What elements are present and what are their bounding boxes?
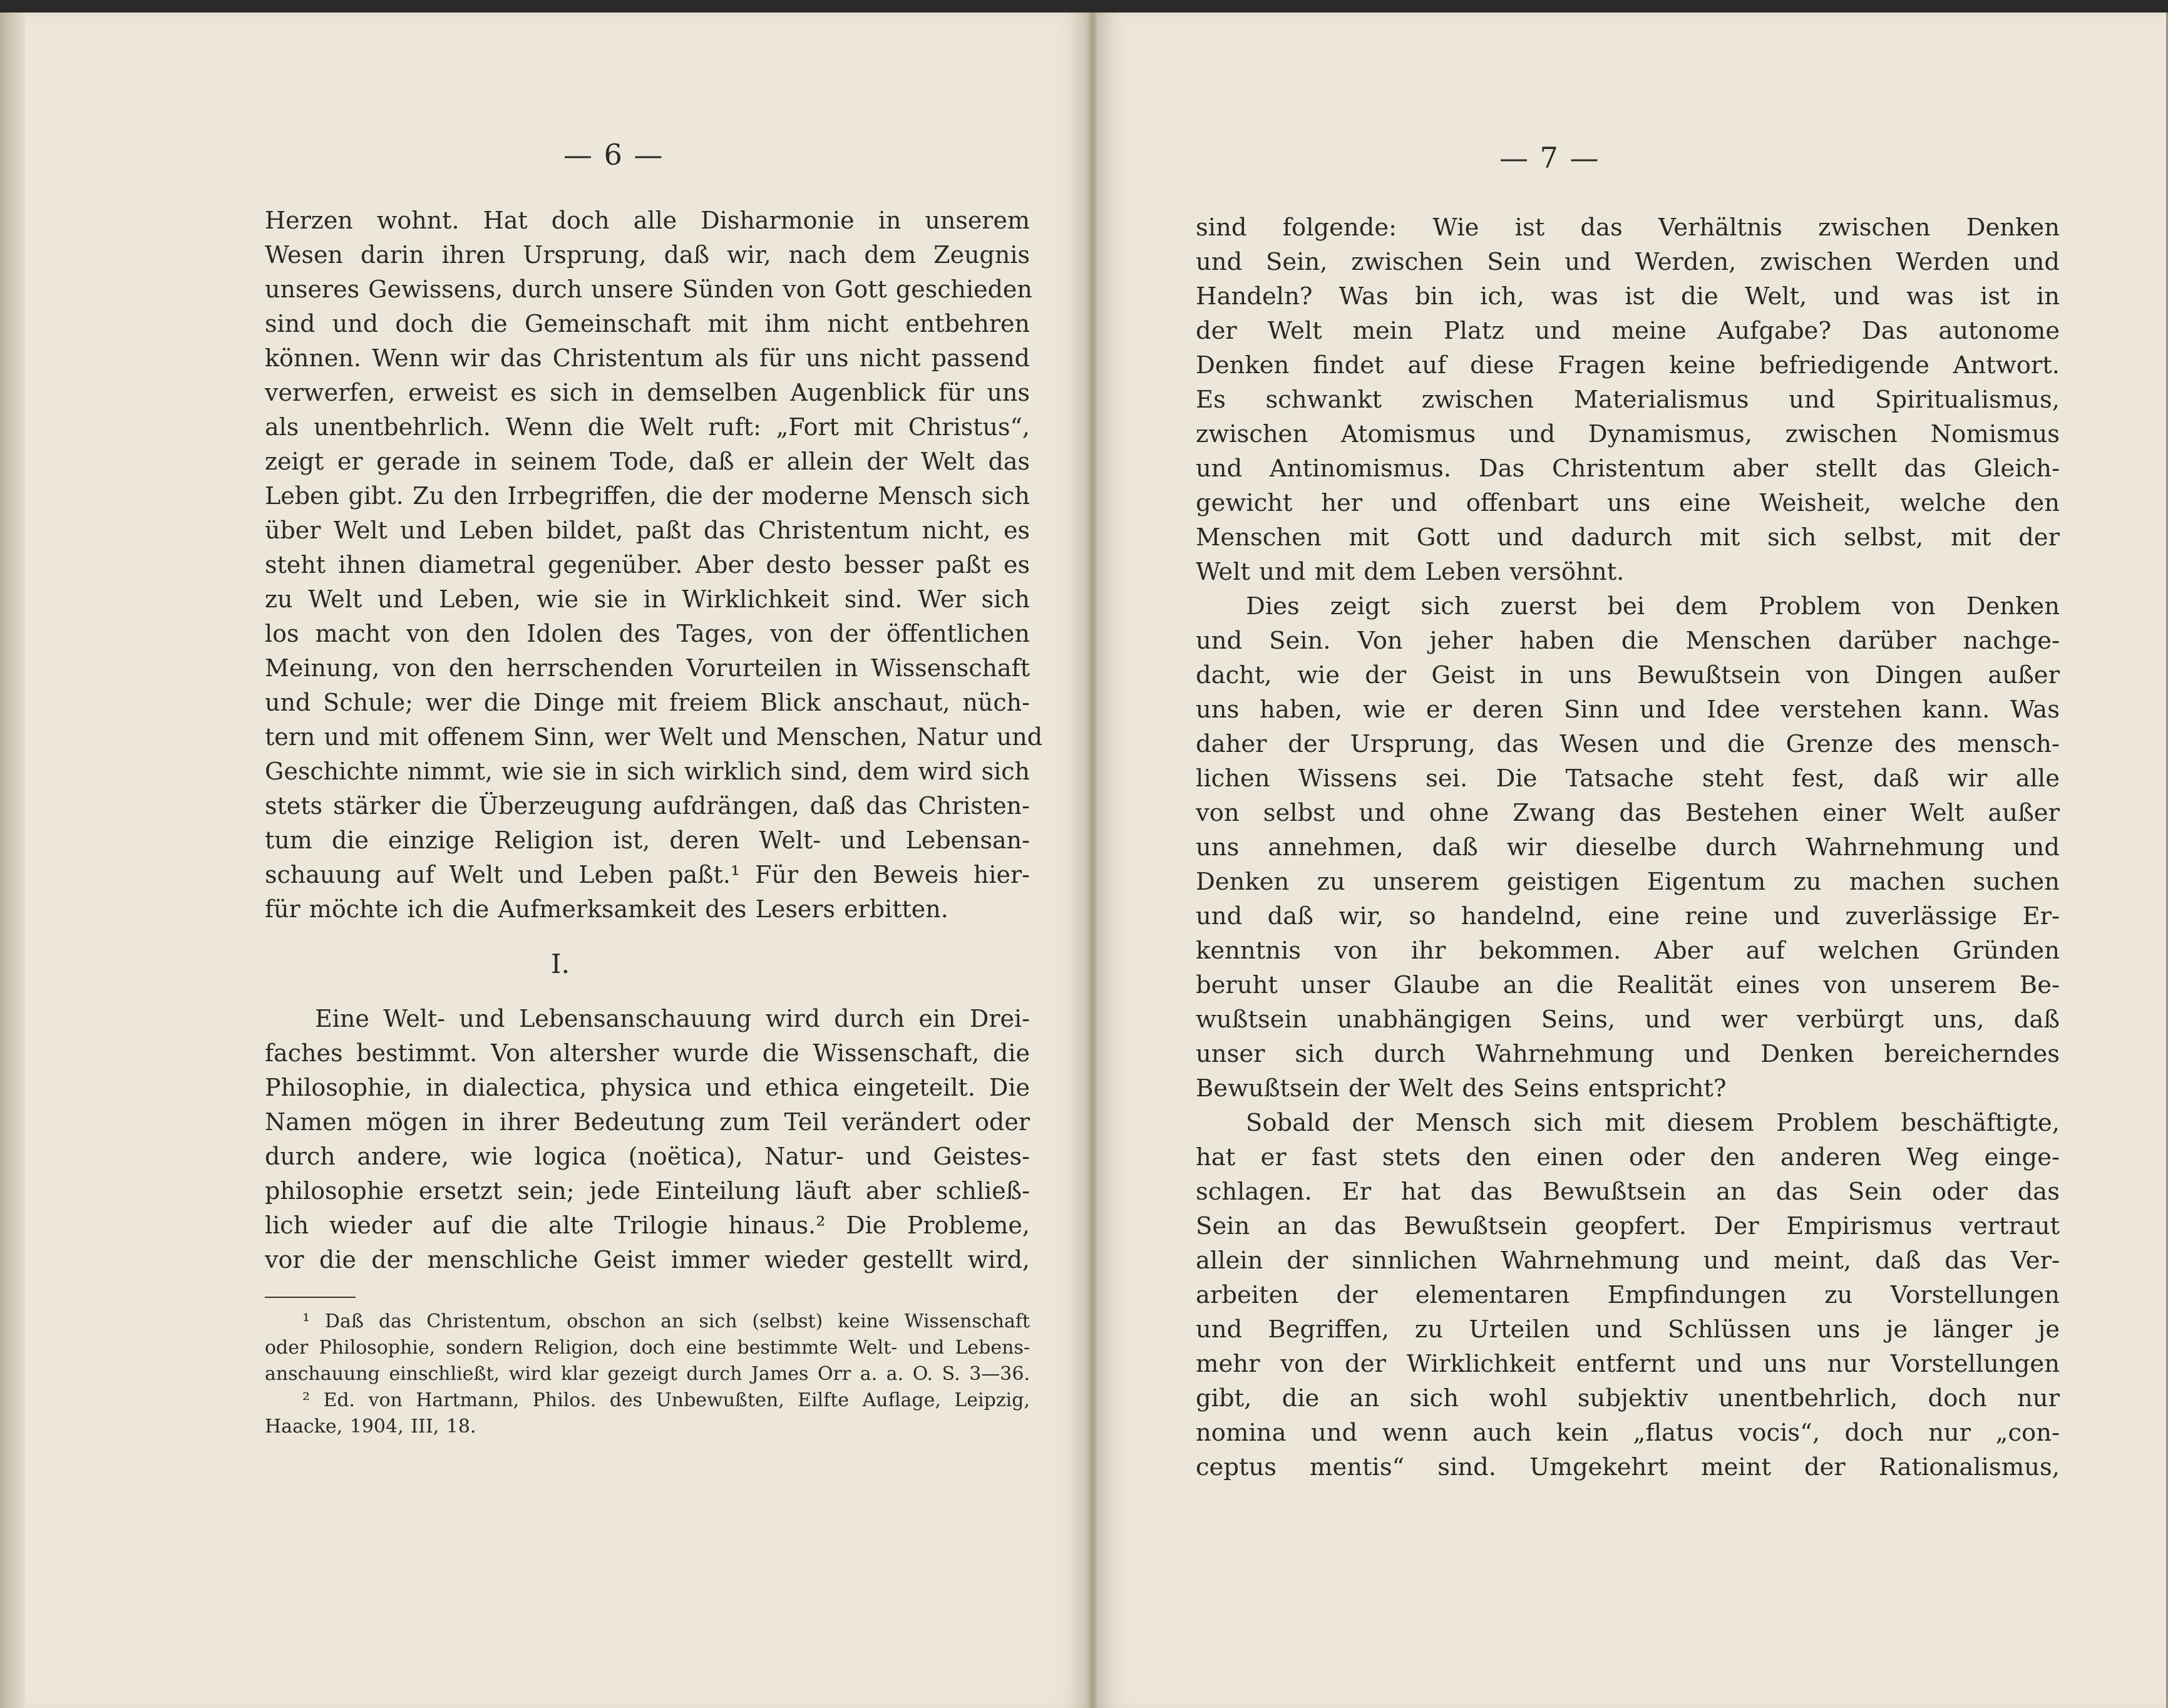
text-line: und Schule; wer die Dinge mit freiem Blick anschaut, nüch- [265,689,1030,716]
text-line: Geschichte nimmt, wie sie in sich wirklich sind, dem wird sich [265,758,1030,785]
text-line: durch andere, wie logica (noëtica), Natur- und Geistes- [265,1143,1030,1170]
text-line: unseres Gewissens, durch unsere Sünden von Gott geschieden [265,275,1032,303]
text-line: unser sich durch Wahrnehmung und Denken bereicherndes [1196,1040,2060,1068]
text-line: tum die einzige Religion ist, deren Welt- und Lebensan- [265,826,1030,854]
text-line: und Sein. Von jeher haben die Menschen darüber nachge- [1196,627,2060,655]
left-page [25,13,1086,1708]
text-line: und Begriffen, zu Urteilen und Schlüssen uns je länger je [1196,1315,2060,1344]
text-line: daher der Ursprung, das Wesen und die Grenze des mensch- [1196,730,2060,758]
text-line: der Welt mein Platz und meine Aufgabe? Das autonome [1196,317,2060,345]
text-line: steht ihnen diametral gegenüber. Aber desto besser paßt es [265,551,1030,579]
text-line: vor die der menschliche Geist immer wieder gestellt wird, [265,1246,1030,1273]
text-line: und Antinomismus. Das Christentum aber stellt das Gleich- [1196,455,2060,483]
text-line: schlagen. Er hat das Bewußtsein an das Sein oder das [1196,1178,2060,1206]
footnote-line: anschauung einschließt, wird klar gezeigt durch James Orr a. a. O. S. 3—36. [265,1363,1030,1385]
footnote-line: ² Ed. von Hartmann, Philos. des Unbewußten, Eilfte Auflage, Leipzig, [302,1389,1030,1411]
text-line: zu Welt und Leben, wie sie in Wirklichkeit sind. Wer sich [265,585,1030,613]
text-line: kenntnis von ihr bekommen. Aber auf welchen Gründen [1196,937,2060,965]
text-line: Denken findet auf diese Fragen keine befriedigende Antwort. [1196,351,2060,379]
scanner-top-edge [0,0,2168,13]
footnote-line: ¹ Daß das Christentum, obschon an sich (selbst) keine Wissenschaft [302,1310,1030,1332]
right-page [1099,13,2166,1708]
text-line: mehr von der Wirklichkeit entfernt und uns nur Vorstellungen [1196,1350,2060,1378]
text-line: und Sein, zwischen Sein und Werden, zwischen Werden und [1196,248,2060,276]
text-line: über Welt und Leben bildet, paßt das Christentum nicht, es [265,517,1030,544]
text-line: für möchte ich die Aufmerksamkeit des Lesers erbitten. [265,895,948,923]
text-line: los macht von den Idolen des Tages, von der öffentlichen [265,620,1030,647]
text-line: uns haben, wie er deren Sinn und Idee verstehen kann. Was [1196,696,2060,724]
text-line: sind und doch die Gemeinschaft mit ihm nicht entbehren [265,310,1030,337]
text-line: Denken zu unserem geistigen Eigentum zu machen suchen [1196,868,2060,896]
text-line: Handeln? Was bin ich, was ist die Welt, und was ist in [1196,282,2060,311]
text-line: verwerfen, erweist es sich in demselben Augenblick für uns [265,379,1030,406]
footnote-line: oder Philosophie, sondern Religion, doch eine bestimmte Welt- und Lebens- [265,1337,1030,1359]
text-line: schauung auf Welt und Leben paßt.¹ Für den Beweis hier- [265,861,1030,888]
text-line: dacht, wie der Geist in uns Bewußtsein von Dingen außer [1196,661,2060,689]
footnote-line: Haacke, 1904, III, 18. [265,1416,476,1438]
left-paragraph-1 [265,203,1043,927]
right-page-text [1196,210,2060,1484]
text-line: Sobald der Mensch sich mit diesem Problem beschäftigte, [1246,1109,2060,1137]
text-line: Namen mögen in ihrer Bedeutung zum Teil verändert oder [265,1108,1030,1136]
text-line: nomina und wenn auch kein „flatus vocis“, doch nur „con- [1196,1419,2060,1447]
section-heading: I. [551,949,570,979]
text-line: lich wieder auf die alte Trilogie hinaus.² Die Probleme, [265,1212,1030,1239]
left-paragraph-2 [265,1002,1030,1277]
text-line: zwischen Atomismus und Dynamismus, zwischen Nomismus [1196,420,2060,448]
text-line: Es schwankt zwischen Materialismus und Spiritualismus, [1196,386,2060,414]
text-line: wußtsein unabhängigen Seins, und wer verbürgt uns, daß [1196,1006,2060,1034]
book-left-edge [0,13,25,1708]
text-line: allein der sinnlichen Wahrnehmung und meint, daß das Ver- [1196,1247,2060,1275]
text-line: lichen Wissens sei. Die Tatsache steht fest, daß wir alle [1196,764,2060,793]
text-line: und daß wir, so handelnd, eine reine und zuverlässige Er- [1196,902,2060,930]
text-line: Leben gibt. Zu den Irrbegriffen, die der moderne Mensch sich [265,482,1030,510]
text-line: arbeiten der elementaren Empfindungen zu Vorstellungen [1196,1281,2060,1309]
text-line: Philosophie, in dialectica, physica und ethica eingeteilt. Die [265,1074,1030,1101]
text-line: hat er fast stets den einen oder den anderen Weg einge- [1196,1143,2060,1171]
text-line: ceptus mentis“ sind. Umgekehrt meint der Rationalismus, [1196,1453,2060,1481]
right-page-number: — 7 — [1499,141,1600,175]
text-line: tern und mit offenem Sinn, wer Welt und Menschen, Natur und [265,723,1043,751]
text-line: Wesen darin ihren Ursprung, daß wir, nach dem Zeugnis [265,241,1030,269]
text-line: Welt und mit dem Leben versöhnt. [1196,558,1625,586]
text-line: Meinung, von den herrschenden Vorurteilen in Wissenschaft [265,654,1030,682]
text-line: faches bestimmt. Von altersher wurde die Wissenschaft, die [265,1039,1030,1067]
text-line: von selbst und ohne Zwang das Bestehen einer Welt außer [1196,799,2060,827]
text-line: uns annehmen, daß wir dieselbe durch Wahrnehmung und [1196,833,2060,862]
text-line: gewicht her und offenbart uns eine Weisheit, welche den [1196,489,2060,517]
text-line: stets stärker die Überzeugung aufdrängen, daß das Christen- [265,792,1030,820]
text-line: sind folgende: Wie ist das Verhältnis zwischen Denken [1196,214,2060,242]
text-line: Dies zeigt sich zuerst bei dem Problem von Denken [1246,592,2060,620]
text-line: Herzen wohnt. Hat doch alle Disharmonie in unserem [265,207,1030,234]
footnote-divider [265,1297,356,1298]
text-line: Eine Welt- und Lebensanschauung wird durch ein Drei- [315,1005,1030,1032]
text-line: philosophie ersetzt sein; jede Einteilung läuft aber schließ- [265,1177,1030,1205]
left-page-number: — 6 — [563,138,664,172]
text-line: beruht unser Glaube an die Realität eines von unserem Be- [1196,971,2060,999]
text-line: gibt, die an sich wohl subjektiv unentbehrlich, doch nur [1196,1384,2060,1412]
text-line: als unentbehrlich. Wenn die Welt ruft: „Fort mit Christus“, [265,413,1030,441]
book-gutter [1086,13,1099,1708]
footnotes [265,1309,1030,1440]
text-line: Bewußtsein der Welt des Seins entspricht? [1196,1074,1727,1103]
text-line: zeigt er gerade in seinem Tode, daß er allein der Welt das [265,448,1030,475]
text-line: Sein an das Bewußtsein geopfert. Der Empirismus vertraut [1196,1212,2060,1240]
text-line: können. Wenn wir das Christentum als für uns nicht passend [265,344,1030,372]
text-line: Menschen mit Gott und dadurch mit sich selbst, mit der [1196,523,2060,552]
